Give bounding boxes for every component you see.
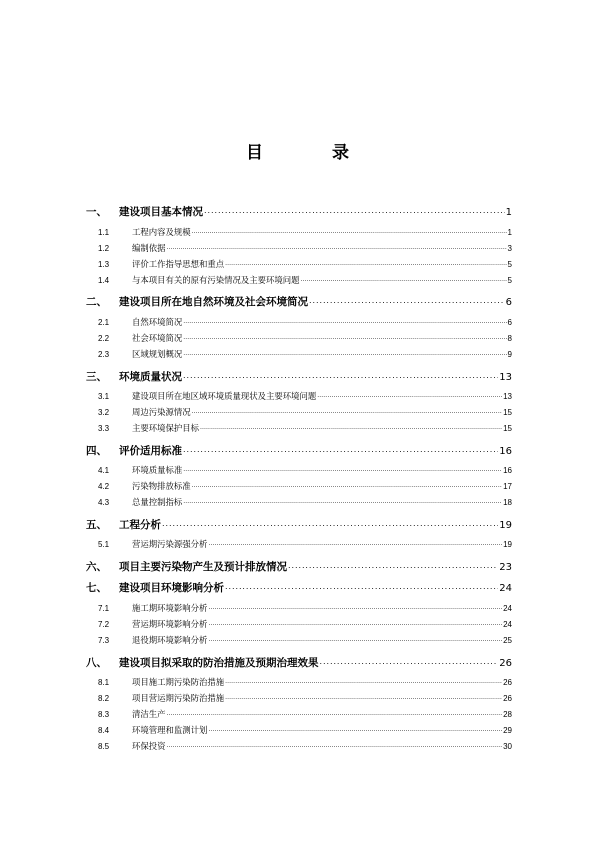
toc-section-entry[interactable] — [86, 724, 512, 736]
toc-chapter-entry[interactable] — [86, 294, 512, 309]
entry-page-number: 23 — [499, 562, 512, 573]
entry-number: 4.3 — [98, 498, 110, 507]
toc-section-entry[interactable] — [86, 480, 512, 492]
toc-section-entry[interactable] — [86, 496, 512, 508]
toc-section-entry[interactable] — [86, 740, 512, 752]
entry-label: 评价适用标准 — [119, 445, 182, 457]
dot-leader — [183, 444, 498, 455]
entry-label: 环境质量状况 — [119, 371, 182, 383]
toc-section-entry[interactable] — [86, 258, 512, 270]
dot-leader — [162, 518, 498, 529]
entry-number: 四、 — [86, 445, 107, 457]
entry-label: 建设项目环境影响分析 — [119, 582, 224, 594]
entry-page-number: 13 — [499, 372, 512, 383]
entry-number: 8.5 — [98, 742, 110, 751]
dot-leader — [183, 465, 502, 473]
dot-leader — [320, 656, 499, 667]
entry-label: 工程分析 — [119, 519, 161, 531]
entry-page-number: 3 — [507, 244, 512, 253]
entry-label: 项目施工期污染防治措施 — [132, 677, 225, 687]
entry-page-number: 29 — [503, 726, 512, 735]
entry-label: 项目营运期污染防治措施 — [132, 693, 225, 703]
entry-number: 8.2 — [98, 694, 110, 703]
dot-leader — [208, 603, 502, 611]
entry-number: 七、 — [86, 582, 107, 594]
toc-section-entry[interactable] — [86, 332, 512, 344]
entry-label: 自然环境简况 — [132, 317, 183, 327]
toc-section-entry[interactable] — [86, 538, 512, 550]
entry-page-number: 15 — [503, 408, 512, 417]
entry-number: 4.2 — [98, 482, 110, 491]
dot-leader — [192, 481, 502, 489]
dot-leader — [183, 317, 506, 325]
entry-number: 4.1 — [98, 466, 110, 475]
entry-label: 项目主要污染物产生及预计排放情况 — [119, 561, 287, 573]
entry-label: 区域规划概况 — [132, 349, 183, 359]
toc-section-entry[interactable] — [86, 708, 512, 720]
entry-label: 建设项目基本情况 — [119, 206, 203, 218]
toc-chapter-entry[interactable] — [86, 559, 512, 574]
toc-section-entry[interactable] — [86, 692, 512, 704]
entry-label: 编制依据 — [132, 243, 166, 253]
dot-leader — [301, 275, 507, 283]
toc-chapter-entry[interactable] — [86, 655, 512, 670]
entry-page-number: 1 — [507, 228, 512, 237]
entry-number: 8.3 — [98, 710, 110, 719]
dot-leader — [183, 333, 506, 341]
entry-number: 7.1 — [98, 604, 110, 613]
dot-leader — [192, 227, 507, 235]
toc-section-entry[interactable] — [86, 676, 512, 688]
entry-page-number: 17 — [503, 482, 512, 491]
entry-label: 工程内容及规模 — [132, 227, 191, 237]
entry-label: 营运期污染源强分析 — [132, 539, 208, 549]
dot-leader — [208, 619, 502, 627]
dot-leader — [208, 725, 502, 733]
toc-section-entry[interactable] — [86, 464, 512, 476]
entry-number: 3.3 — [98, 424, 110, 433]
dot-leader — [183, 497, 502, 505]
entry-page-number: 24 — [499, 583, 512, 594]
dot-leader — [192, 407, 502, 415]
entry-label: 污染物排放标准 — [132, 481, 191, 491]
entry-page-number: 19 — [499, 520, 512, 531]
entry-page-number: 16 — [499, 446, 512, 457]
entry-number: 八、 — [86, 657, 107, 669]
entry-number: 1.2 — [98, 244, 110, 253]
toc-section-entry[interactable] — [86, 390, 512, 402]
entry-number: 1.3 — [98, 260, 110, 269]
entry-number: 7.3 — [98, 636, 110, 645]
entry-label: 社会环境简况 — [132, 333, 183, 343]
entry-page-number: 26 — [503, 694, 512, 703]
toc-section-entry[interactable] — [86, 316, 512, 328]
entry-number: 三、 — [86, 371, 107, 383]
dot-leader — [200, 423, 502, 431]
entry-page-number: 5 — [507, 260, 512, 269]
entry-number: 8.1 — [98, 678, 110, 687]
dot-leader — [288, 560, 498, 571]
entry-number: 5.1 — [98, 540, 110, 549]
toc-section-entry[interactable] — [86, 406, 512, 418]
toc-section-entry[interactable] — [86, 242, 512, 254]
entry-page-number: 6 — [505, 297, 512, 308]
entry-page-number: 16 — [503, 466, 512, 475]
dot-leader — [317, 391, 502, 399]
entry-page-number: 5 — [507, 276, 512, 285]
entry-page-number: 9 — [507, 350, 512, 359]
dot-leader — [208, 539, 502, 547]
toc-chapter-entry[interactable] — [86, 443, 512, 458]
toc-section-entry[interactable] — [86, 602, 512, 614]
entry-number: 二、 — [86, 296, 107, 308]
dot-leader — [208, 635, 502, 643]
entry-page-number: 13 — [503, 392, 512, 401]
entry-label: 主要环境保护目标 — [132, 423, 199, 433]
entry-page-number: 25 — [503, 636, 512, 645]
entry-number: 六、 — [86, 561, 107, 573]
dot-leader — [225, 259, 506, 267]
toc-chapter-entry[interactable] — [86, 517, 512, 532]
dot-leader — [183, 370, 498, 381]
entry-label: 建设项目拟采取的防治措施及预期治理效果 — [119, 657, 319, 669]
toc-section-entry[interactable] — [86, 422, 512, 434]
entry-number: 一、 — [86, 206, 107, 218]
entry-number: 3.2 — [98, 408, 110, 417]
entry-label: 建设项目所在地区域环境质量现状及主要环境问题 — [132, 391, 317, 401]
entry-number: 五、 — [86, 519, 107, 531]
toc-section-entry[interactable] — [86, 274, 512, 286]
entry-page-number: 15 — [503, 424, 512, 433]
entry-page-number: 28 — [503, 710, 512, 719]
entry-page-number: 30 — [503, 742, 512, 751]
entry-number: 2.2 — [98, 334, 110, 343]
entry-page-number: 26 — [503, 678, 512, 687]
toc-chapter-entry[interactable] — [86, 369, 512, 384]
entry-label: 环保投资 — [132, 741, 166, 751]
entry-label: 环境质量标准 — [132, 465, 183, 475]
entry-number: 1.4 — [98, 276, 110, 285]
entry-label: 清洁生产 — [132, 709, 166, 719]
entry-number: 8.4 — [98, 726, 110, 735]
entry-label: 营运期环境影响分析 — [132, 619, 208, 629]
entry-number: 7.2 — [98, 620, 110, 629]
entry-page-number: 6 — [507, 318, 512, 327]
entry-label: 与本项目有关的原有污染情况及主要环境问题 — [132, 275, 300, 285]
dot-leader — [167, 741, 503, 749]
toc-section-entry[interactable] — [86, 348, 512, 360]
dot-leader — [204, 205, 505, 216]
entry-label: 总量控制指标 — [132, 497, 183, 507]
dot-leader — [225, 581, 498, 592]
dot-leader — [167, 709, 503, 717]
dot-leader — [225, 677, 502, 685]
entry-label: 施工期环境影响分析 — [132, 603, 208, 613]
toc-section-entry[interactable] — [86, 634, 512, 646]
entry-page-number: 19 — [503, 540, 512, 549]
toc-chapter-entry[interactable] — [86, 204, 512, 219]
entry-label: 环境管理和监测计划 — [132, 725, 208, 735]
entry-number: 3.1 — [98, 392, 110, 401]
entry-label: 退役期环境影响分析 — [132, 635, 208, 645]
entry-page-number: 1 — [505, 207, 512, 218]
entry-page-number: 24 — [503, 620, 512, 629]
entry-page-number: 26 — [499, 658, 512, 669]
entry-number: 2.1 — [98, 318, 110, 327]
dot-leader — [309, 295, 505, 306]
entry-label: 周边污染源情况 — [132, 407, 191, 417]
dot-leader — [225, 693, 502, 701]
toc-section-entry[interactable] — [86, 226, 512, 238]
entry-page-number: 18 — [503, 498, 512, 507]
toc-title: 目 录 — [246, 143, 375, 163]
entry-label: 建设项目所在地自然环境及社会环境简况 — [119, 296, 308, 308]
dot-leader — [167, 243, 507, 251]
toc-chapter-entry[interactable] — [86, 580, 512, 595]
dot-leader — [183, 349, 506, 357]
entry-page-number: 8 — [507, 334, 512, 343]
entry-number: 1.1 — [98, 228, 110, 237]
toc-section-entry[interactable] — [86, 618, 512, 630]
entry-number: 2.3 — [98, 350, 110, 359]
entry-page-number: 24 — [503, 604, 512, 613]
entry-label: 评价工作指导思想和重点 — [132, 259, 225, 269]
